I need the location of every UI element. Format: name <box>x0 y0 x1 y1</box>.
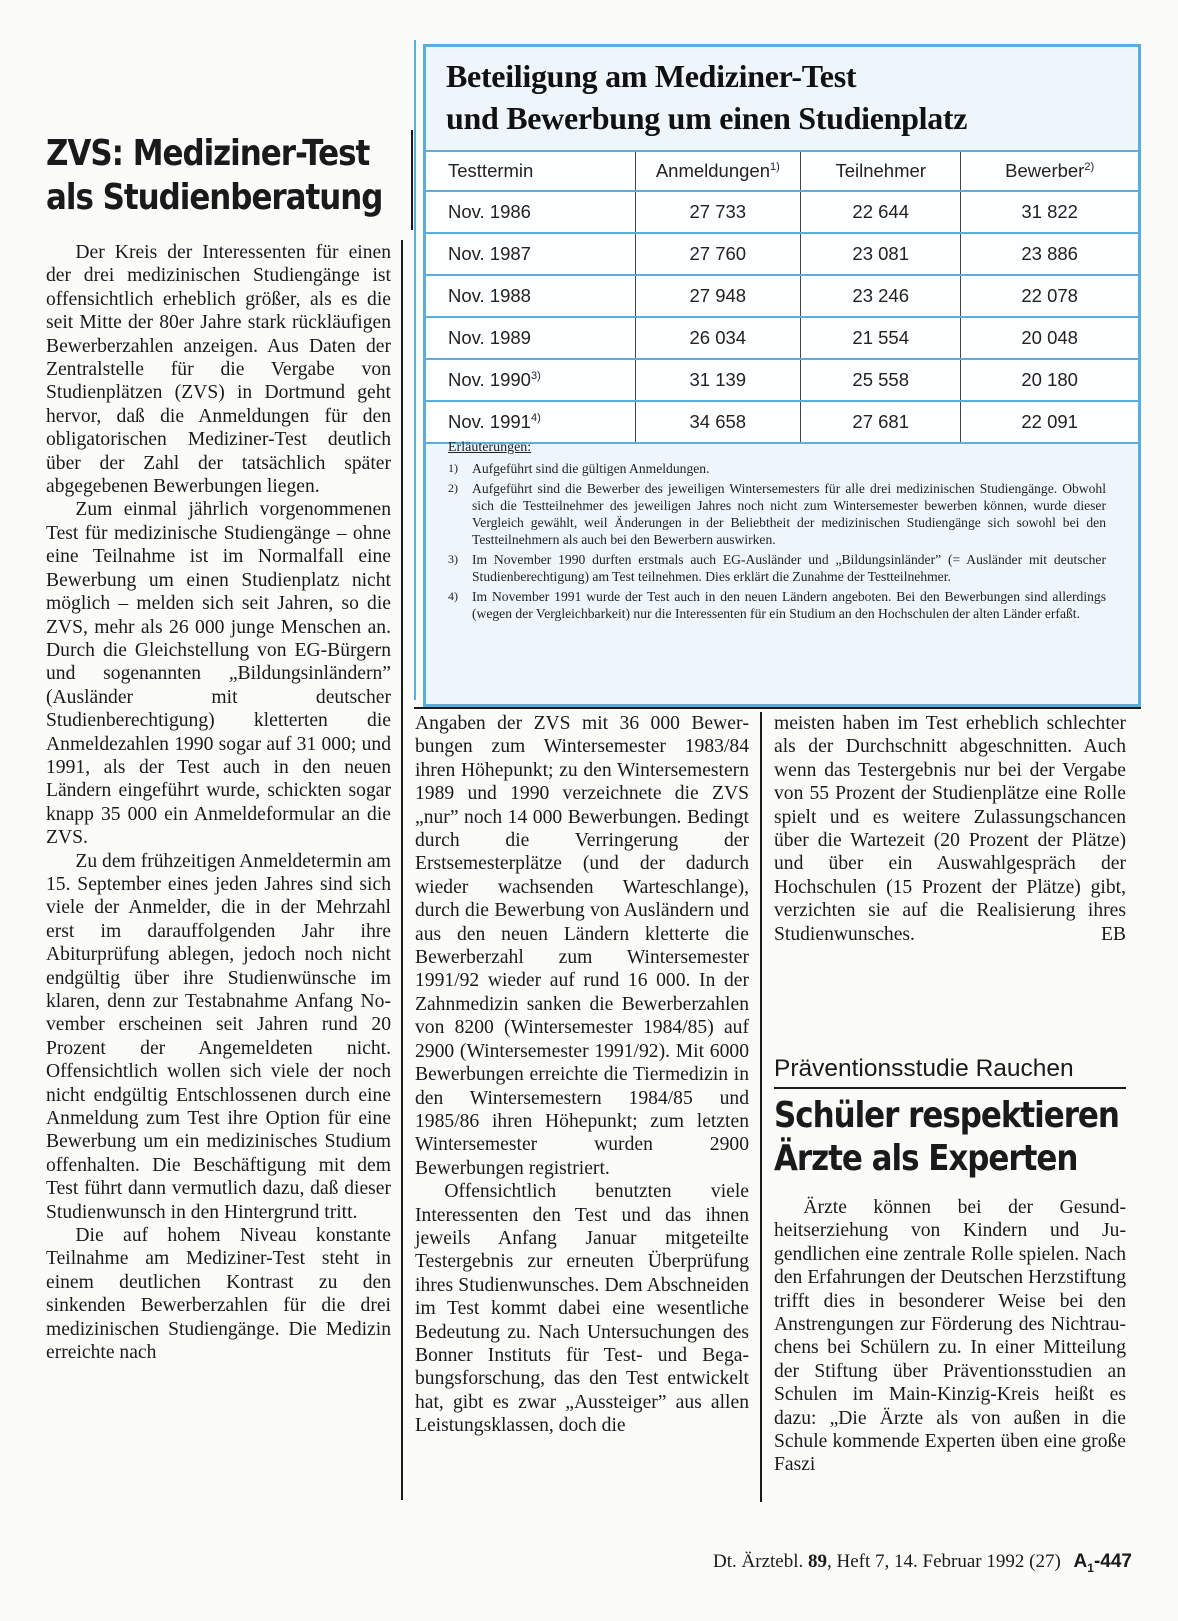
box-title <box>446 55 967 139</box>
statistics-box <box>423 44 1141 707</box>
box-bottom-rule <box>414 707 1141 709</box>
statistics-table <box>426 150 1138 444</box>
column-rule-1 <box>401 240 403 1500</box>
headline-side-rule <box>411 130 413 230</box>
footnote-key: 4) <box>448 589 458 603</box>
middle-paragraph-2: Offensichtlich benutzten viele Interessenten den Test und das ihnen jeweils Anfang Januar mitgeteilte Testergebnis zur erneuten Überprüfung ihres Studienwunsches. Dem Abschneiden im Test kommt dabei eine wesentliche Bedeutung zu. Nach Untersuchungen des Bonner Instituts für Test- und Begabungsforschung, das den Test entwickelt hat, gibt es zwar „Aussteiger” aus allen Leistungsklassen, doch die <box>415 1181 749 1437</box>
table-header-row <box>426 151 1138 191</box>
footnote <box>448 480 1106 548</box>
cell-testtermin: Nov. 1987 <box>426 233 635 275</box>
left-paragraph-2: Zum einmal jährlich vorgenommenen Test für medizinische Studiengänge – ohne eine Teilnahme ist im Normalfall eine Bewerbung um einen Studienplatz nicht möglich – melden sich seit Jahren, so die ZVS, mehr als 26 000 junge Menschen an. Durch die Gleichstellung von EG-Bürgern und sogenannten „Bildungsinländern” (Ausländer mit deutscher Studienberechtigung) kletterten die Anmeldezahlen 1990 sogar auf 31 000; und 1991, als der Test auch in den neuen Ländern eingeführt wurde, schickten sogar knapp 35 000 ein Anmeldeformular an die ZVS. <box>46 499 391 849</box>
cell-anmeldungen: 34 658 <box>635 401 801 443</box>
footer-page: $A_1-447$ <box>1073 1551 1132 1575</box>
cell-teilnehmer: 23 246 <box>801 275 961 317</box>
footnote <box>448 588 1106 622</box>
right-headline <box>774 1094 1134 1180</box>
footer-volume: 89 <box>808 1551 828 1572</box>
right-column-continuation <box>774 712 1126 946</box>
left-paragraph-4: Die auf hohem Niveau konstante Teilnahme am Mediziner-Test steht in einem deutlichen Kontrast zu den sinkenden Bewerberzahlen für die drei medizinischen Studiengänge. Die Medizin erreichte nach <box>46 1225 391 1364</box>
footnote-key: 3) <box>448 552 458 566</box>
left-article-body <box>46 241 391 1365</box>
kicker-line: Präventionsstudie Rauchen <box>774 1055 1074 1082</box>
footnote <box>448 460 1106 477</box>
cell-teilnehmer: 23 081 <box>801 233 961 275</box>
right-continuation-text: meisten haben im Test erheblich schlechter als der Durchschnitt abgeschnitten. Auch wenn das Testergebnis nur bei der Vergabe von 55 Prozent der Studienplätze eine Rolle spielt und es weitere Zulassungschancen über die Wartezeit (20 Prozent der Plätze) und über ein Auswahlgespräch der Hochschulen (15 Prozent der Plätze) gibt, verzichten sie auf die Realisierung ihres Studienwunsches. EB <box>774 713 1126 945</box>
box-title-line2: und Bewerbung um einen Studienplatz <box>446 100 968 136</box>
footnote-key: 2) <box>448 481 458 495</box>
right-article-paragraph: Ärzte können bei der Gesundheitserziehung von Kindern und Jugendlichen eine zentrale Rolle spielen. Nach den Erfahrungen der Deutschen Herzstiftung trifft dies in besonderer Weise bei den Anstrengungen zur Förderung des Nichtrauchens bei Schülern zu. In einer Mitteilung der Stiftung über Präventionsstudien an Schulen im Main-Kinzig-Kreis heißt es dazu: „Die Ärzte als von außen in die Schule kommende Experten üben eine große Faszi <box>774 1197 1126 1476</box>
footnote-text: Im November 1990 durften erstmals auch EG-Ausländer und „Bildungsinländer” (= Ausländer mit deutscher Studienberechtigung) am Test teilnehmen. Dies erklärt die Zunahme der Testteilnehmer. <box>472 552 1106 584</box>
notes-heading: Erläuterungen: <box>448 440 532 455</box>
left-paragraph-3: Zu dem frühzeitigen Anmeldetermin am 15. September eines jeden Jahres sind sich viele der Anmelder, die in der Mehrzahl erst im darauffolgenden Jahr ihre Abiturprüfung ablegen, jedoch noch nicht endgültig über ihre Studienwünsche im klaren, denn zur Testabnahme Anfang November erscheinen seit Jahren rund 20 Prozent der Angemeldeten nicht. Offensichtlich wollen sich viele der noch nicht endgültig Entschlossenen durch eine Anmeldung zum Test ihre Option für eine Bewerbung um ein medizinisches Studium offenhalten. Die Beschäftigung mit dem Test führt dann vermutlich dazu, daß dieser Studienwunsch in den Hintergrund tritt. <box>46 850 391 1223</box>
cell-anmeldungen: 27 760 <box>635 233 801 275</box>
page-footer <box>632 1551 1132 1575</box>
cell-bewerber: 23 886 <box>961 233 1138 275</box>
kicker-rule <box>774 1087 1126 1089</box>
table-row <box>426 359 1138 401</box>
cell-teilnehmer: 25 558 <box>801 359 961 401</box>
footnote-text: Im November 1991 wurde der Test auch in den neuen Ländern angeboten. Bei den Bewerbungen sind allerdings (wegen der Vergleichbarkeit) nur die Interessenten für ein Studium an den Hochschulen der alten Länder erfaßt. <box>472 589 1106 621</box>
left-headline-line2: als Studienberatung <box>46 177 383 218</box>
table-row <box>426 401 1138 443</box>
cell-anmeldungen: 31 139 <box>635 359 801 401</box>
cell-bewerber: 22 091 <box>961 401 1138 443</box>
cell-teilnehmer: 22 644 <box>801 191 961 233</box>
header-anmeldungen: Anmeldungen$^{1)}$ <box>635 151 801 191</box>
cell-testtermin: Nov. 1991$^{4)}$ <box>426 401 635 443</box>
cell-testtermin: Nov. 1990$^{3)}$ <box>426 359 635 401</box>
right-headline-line2: Ärzte als Experten <box>774 1138 1078 1179</box>
right-headline-line1: Schüler respektieren <box>774 1095 1119 1136</box>
author-signature: EB <box>1100 923 1126 945</box>
cell-testtermin: Nov. 1988 <box>426 275 635 317</box>
cell-anmeldungen: 27 948 <box>635 275 801 317</box>
cell-testtermin: Nov. 1989 <box>426 317 635 359</box>
middle-column <box>415 712 749 1438</box>
footer-issue: , Heft 7, 14. Februar 1992 (27) <box>827 1551 1061 1572</box>
footnote-text: Aufgeführt sind die gültigen Anmeldungen. <box>472 461 710 476</box>
table-row <box>426 233 1138 275</box>
middle-paragraph-1: Angaben der ZVS mit 36 000 Bewerbungen zum Wintersemester 1983/84 ihren Höhepunkt; zu den Wintersemestern 1989 und 1990 verzeichnete die ZVS „nur” noch 14 000 Bewerbungen. Bedingt durch die Verringerung der Erstsemesterplätze (und der dadurch wieder wachsenden Warteschlange), durch die Bewerbung von Ausländern und aus den neuen Ländern kletterte die Bewerberzahl zum Wintersemester 1991/92 wieder auf rund 16 000. In der Zahnmedizin sanken die Bewerberzahlen von 8200 (Wintersemester 1984/85) auf 2900 (Wintersemester 1991/92). Mit 6000 Bewerbungen erreichte die Tiermedizin in den Wintersemestern 1984/85 und 1985/86 ihren Höhepunkt; zum letzten Wintersemester wurden 2900 Bewerbungen registriert. <box>415 713 749 1179</box>
box-title-line1: Beteiligung am Mediziner-Test <box>446 58 857 94</box>
cell-bewerber: 31 822 <box>961 191 1138 233</box>
header-teilnehmer: Teilnehmer <box>801 151 961 191</box>
left-headline <box>46 132 406 220</box>
table-row <box>426 191 1138 233</box>
header-testtermin: Testtermin <box>426 151 635 191</box>
footnote <box>448 551 1106 585</box>
table-notes <box>448 439 1106 622</box>
footnote-key: 1) <box>448 461 458 475</box>
left-paragraph-1: Der Kreis der Interessenten für einen der drei medizinischen Studiengänge ist offensichtlich erheblich größer, als es die seit Mitte der 80er Jahre stark rückläufigen Bewerberzahlen anzeigen. Aus Daten der Zentralstelle für die Vergabe von Studienplätzen (ZVS) in Dortmund geht hervor, daß die Anmeldungen für den obligatorischen Mediziner-Test deutlich über der Zahl der tatsächlich später abgegebenen Bewerbungen liegen. <box>46 242 391 498</box>
cell-teilnehmer: 21 554 <box>801 317 961 359</box>
table-row <box>426 317 1138 359</box>
header-bewerber: Bewerber$^{2)}$ <box>961 151 1138 191</box>
cell-teilnehmer: 27 681 <box>801 401 961 443</box>
footnote-text: Aufgeführt sind die Bewerber des jeweiligen Wintersemesters für alle drei medizinischen Studiengänge. Obwohl sich die Testteilnehmer des jeweiligen Jahres noch nicht zum Wintersemester bewerben können, wurde dieser Vergleich gewählt, weil Änderungen in der Beliebtheit der medizinischen Studiengänge sich sowohl bei den Testteilnehmern als auch bei den Bewerbern auswirken. <box>472 481 1106 547</box>
left-headline-line1: ZVS: Mediziner-Test <box>46 133 370 174</box>
cell-bewerber: 20 048 <box>961 317 1138 359</box>
cell-bewerber: 22 078 <box>961 275 1138 317</box>
cell-testtermin: Nov. 1986 <box>426 191 635 233</box>
table-row <box>426 275 1138 317</box>
cell-anmeldungen: 26 034 <box>635 317 801 359</box>
column-rule-2 <box>760 712 762 1502</box>
footer-journal: Dt. Ärztebl. <box>713 1551 804 1572</box>
cell-anmeldungen: 27 733 <box>635 191 801 233</box>
right-article-body <box>774 1196 1126 1477</box>
box-side-rule <box>414 40 416 700</box>
cell-bewerber: 20 180 <box>961 359 1138 401</box>
